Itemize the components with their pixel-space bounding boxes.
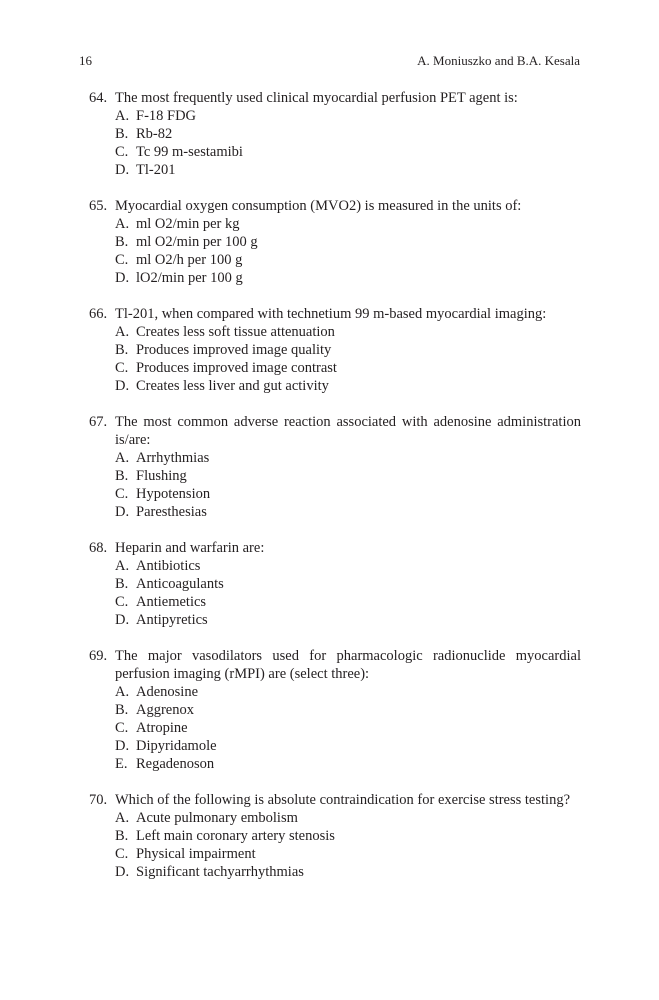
option-text: Regadenoson xyxy=(136,756,215,772)
option-text: Significant tachyarrhythmias xyxy=(136,864,304,880)
answer-option xyxy=(89,485,581,503)
option-text: Arrhythmias xyxy=(136,450,210,466)
option-letter: B. xyxy=(115,126,129,142)
answer-options xyxy=(89,107,581,179)
option-text: Creates less soft tissue attenuation xyxy=(136,324,335,340)
answer-option xyxy=(89,845,581,863)
answer-option xyxy=(89,341,581,359)
option-letter: A. xyxy=(115,324,130,340)
option-text: Rb-82 xyxy=(136,126,173,142)
question-70 xyxy=(89,791,581,881)
question-67 xyxy=(89,413,581,521)
question-number: 70. xyxy=(89,792,108,808)
option-letter: B. xyxy=(115,468,129,484)
question-text: Tl-201, when compared with technetium 99 m-based myocardial imaging: xyxy=(115,306,547,322)
answer-options xyxy=(89,449,581,521)
question-text: The most frequently used clinical myocardial perfusion PET agent is: xyxy=(115,90,518,106)
answer-options xyxy=(89,215,581,287)
answer-option xyxy=(89,863,581,881)
option-letter: B. xyxy=(115,234,129,250)
answer-options xyxy=(89,683,581,773)
question-number: 64. xyxy=(89,90,108,106)
option-letter: A. xyxy=(115,108,130,124)
question-number: 68. xyxy=(89,540,108,556)
option-text: Tc 99 m-sestamibi xyxy=(136,144,243,160)
option-text: ml O2/min per kg xyxy=(136,216,240,232)
answer-option xyxy=(89,215,581,233)
answer-option xyxy=(89,143,581,161)
option-text: lO2/min per 100 g xyxy=(136,270,243,286)
question-number: 67. xyxy=(89,414,108,430)
option-letter: C. xyxy=(115,252,129,268)
option-letter: C. xyxy=(115,594,129,610)
answer-option xyxy=(89,809,581,827)
answer-option xyxy=(89,107,581,125)
answer-option xyxy=(89,503,581,521)
option-letter: C. xyxy=(115,360,129,376)
option-letter: D. xyxy=(115,738,130,754)
option-letter: E. xyxy=(115,756,128,772)
option-letter: A. xyxy=(115,216,130,232)
option-letter: B. xyxy=(115,828,129,844)
question-68 xyxy=(89,539,581,629)
option-letter: B. xyxy=(115,702,129,718)
page-number: 16 xyxy=(79,53,92,68)
option-letter: D. xyxy=(115,378,130,394)
answer-option xyxy=(89,701,581,719)
question-text: The most common adverse reaction associated with adenosine administration is/are: xyxy=(115,414,581,448)
option-text: Atropine xyxy=(136,720,188,736)
option-text: Antibiotics xyxy=(136,558,201,574)
option-letter: A. xyxy=(115,558,130,574)
option-letter: C. xyxy=(115,144,129,160)
answer-option xyxy=(89,449,581,467)
answer-option xyxy=(89,755,581,773)
question-text: Myocardial oxygen consumption (MVO2) is measured in the units of: xyxy=(115,198,522,214)
option-text: Left main coronary artery stenosis xyxy=(136,828,335,844)
option-letter: D. xyxy=(115,864,130,880)
answer-options xyxy=(89,809,581,881)
option-text: Physical impairment xyxy=(136,846,256,862)
question-list xyxy=(89,89,581,899)
answer-options xyxy=(89,557,581,629)
option-text: Flushing xyxy=(136,468,187,484)
question-65 xyxy=(89,197,581,287)
answer-option xyxy=(89,125,581,143)
question-number: 65. xyxy=(89,198,108,214)
option-text: Produces improved image contrast xyxy=(136,360,337,376)
answer-option xyxy=(89,233,581,251)
answer-option xyxy=(89,575,581,593)
option-text: Acute pulmonary embolism xyxy=(136,810,298,826)
option-letter: C. xyxy=(115,720,129,736)
option-letter: D. xyxy=(115,612,130,628)
answer-option xyxy=(89,611,581,629)
option-text: Antipyretics xyxy=(136,612,208,628)
answer-option xyxy=(89,377,581,395)
option-text: Dipyridamole xyxy=(136,738,217,754)
option-text: Anticoagulants xyxy=(136,576,224,592)
option-text: Aggrenox xyxy=(136,702,194,718)
answer-option xyxy=(89,161,581,179)
answer-option xyxy=(89,251,581,269)
question-number: 69. xyxy=(89,648,108,664)
option-text: ml O2/h per 100 g xyxy=(136,252,243,268)
answer-option xyxy=(89,683,581,701)
answer-options xyxy=(89,323,581,395)
option-text: ml O2/min per 100 g xyxy=(136,234,258,250)
option-letter: B. xyxy=(115,576,129,592)
option-letter: D. xyxy=(115,270,130,286)
option-letter: A. xyxy=(115,684,130,700)
option-letter: D. xyxy=(115,504,130,520)
question-66 xyxy=(89,305,581,395)
answer-option xyxy=(89,467,581,485)
question-number: 66. xyxy=(89,306,108,322)
option-letter: B. xyxy=(115,342,129,358)
running-head: A. Moniuszko and B.A. Kesala xyxy=(417,53,580,68)
answer-option xyxy=(89,719,581,737)
option-letter: C. xyxy=(115,846,129,862)
answer-option xyxy=(89,359,581,377)
answer-option xyxy=(89,323,581,341)
option-text: Adenosine xyxy=(136,684,199,700)
question-text: The major vasodilators used for pharmacologic radionuclide myocardial perfusion imaging (rMPI) are (select three): xyxy=(115,648,581,682)
option-letter: A. xyxy=(115,810,130,826)
option-text: Creates less liver and gut activity xyxy=(136,378,329,394)
question-64 xyxy=(89,89,581,179)
option-text: Paresthesias xyxy=(136,504,207,520)
option-letter: C. xyxy=(115,486,129,502)
answer-option xyxy=(89,269,581,287)
option-text: Tl-201 xyxy=(136,162,176,178)
question-text: Heparin and warfarin are: xyxy=(115,540,265,556)
question-69 xyxy=(89,647,581,773)
answer-option xyxy=(89,827,581,845)
option-text: Produces improved image quality xyxy=(136,342,332,358)
question-text: Which of the following is absolute contraindication for exercise stress testing? xyxy=(115,792,571,808)
option-text: Hypotension xyxy=(136,486,211,502)
answer-option xyxy=(89,557,581,575)
answer-option xyxy=(89,593,581,611)
option-letter: D. xyxy=(115,162,130,178)
option-text: F-18 FDG xyxy=(136,108,197,124)
answer-option xyxy=(89,737,581,755)
page-header xyxy=(79,52,580,70)
option-letter: A. xyxy=(115,450,130,466)
option-text: Antiemetics xyxy=(136,594,207,610)
